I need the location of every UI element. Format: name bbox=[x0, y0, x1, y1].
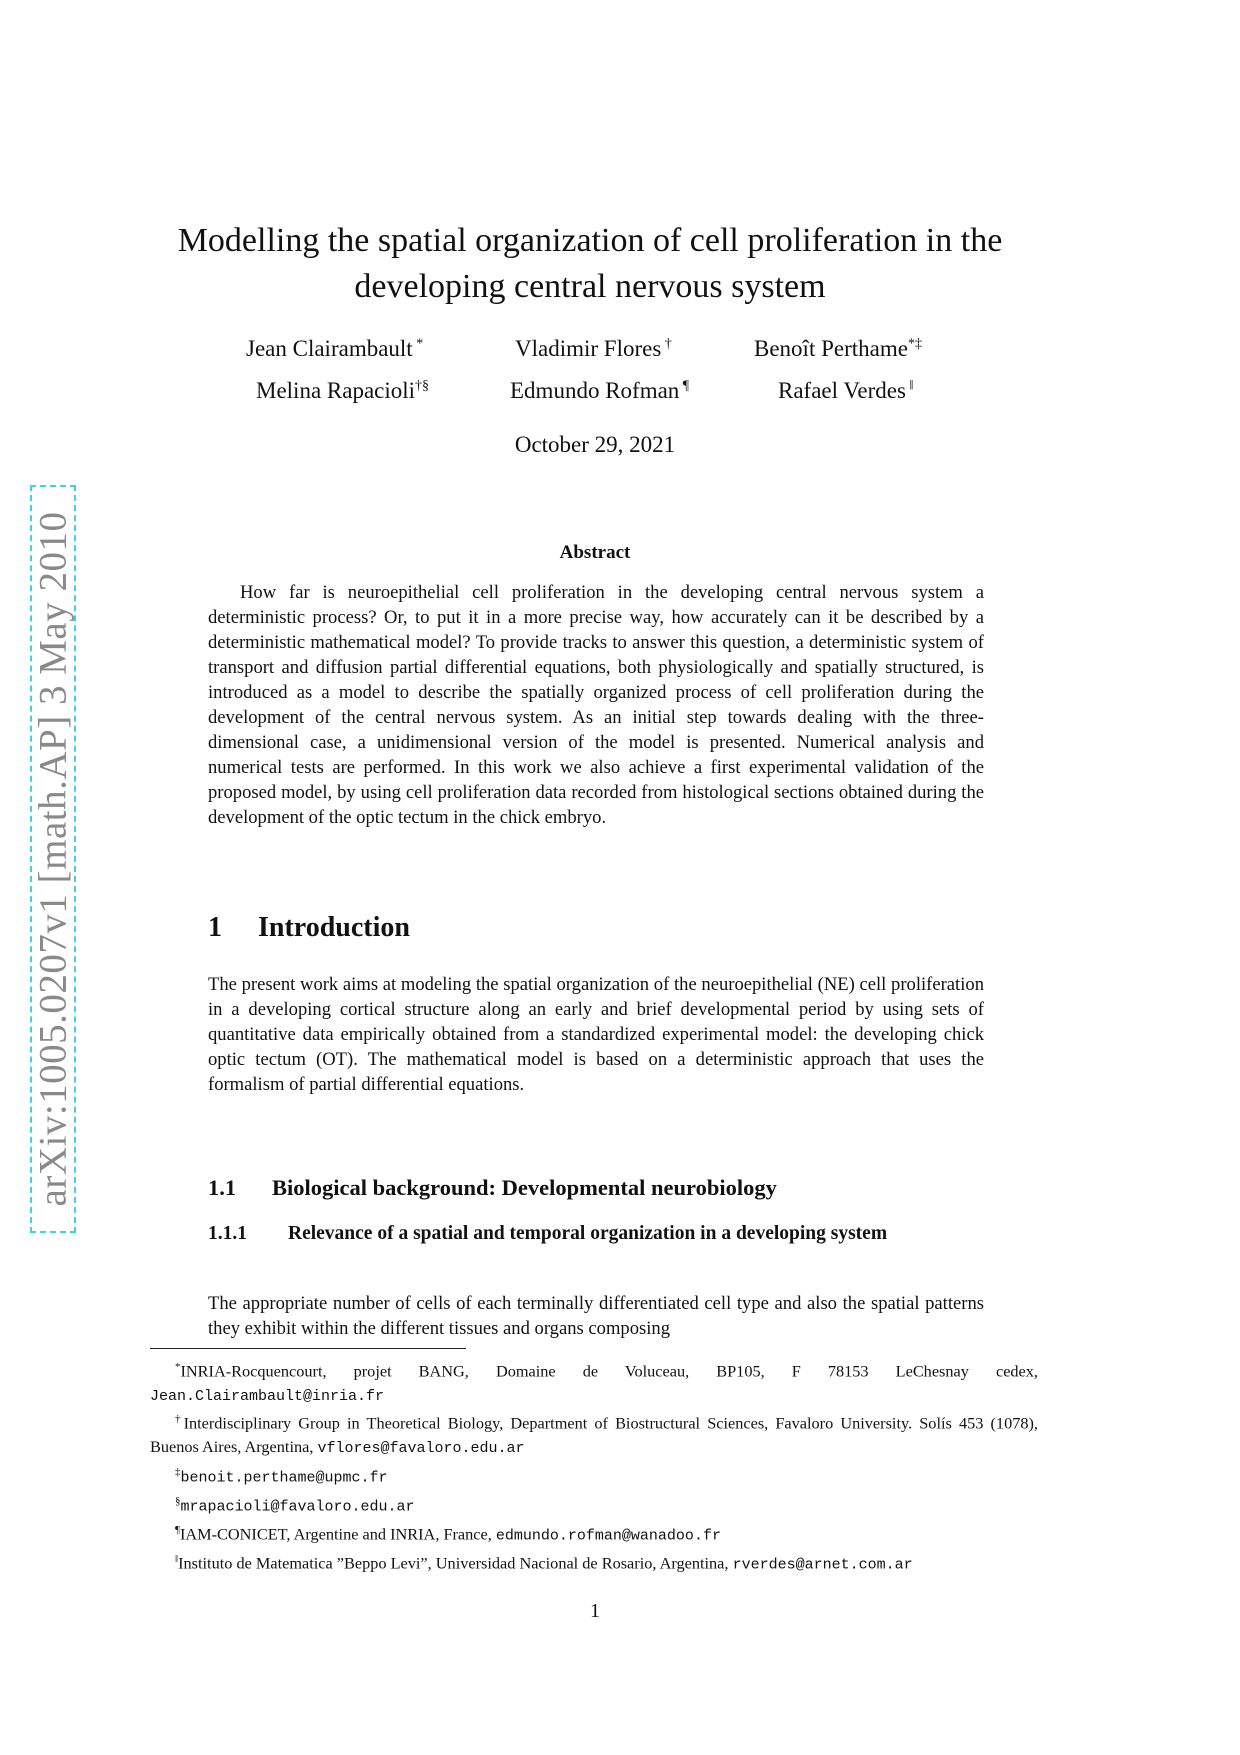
author bbox=[510, 378, 689, 404]
paper-title: Modelling the spatial organization of cell proliferation in the developing central nervous system bbox=[177, 222, 1003, 305]
section-heading bbox=[208, 912, 410, 944]
author-name: Vladimir Flores bbox=[515, 336, 662, 361]
author bbox=[778, 378, 913, 404]
author-name: Rafael Verdes bbox=[778, 378, 906, 403]
footnote-mark: ¶ bbox=[175, 1523, 180, 1536]
footnote-mark: ‖ bbox=[175, 1552, 179, 1565]
footnote bbox=[150, 1408, 1038, 1460]
author bbox=[515, 336, 672, 362]
author bbox=[256, 378, 429, 404]
footnote bbox=[150, 1356, 1038, 1408]
abstract-heading: Abstract bbox=[559, 542, 631, 563]
footnote-email[interactable]: vflores@favaloro.edu.ar bbox=[317, 1440, 525, 1458]
relevance-paragraph: The appropriate number of cells of each terminally differentiated cell type and also the spatial patterns they exhibit within the different tissues and organs composing bbox=[208, 1293, 984, 1339]
footnotes bbox=[150, 1356, 1038, 1577]
author-name: Benoît Perthame bbox=[754, 336, 908, 361]
subsubsection-title: Relevance of a spatial and temporal organization in a developing system bbox=[288, 1223, 888, 1244]
author-mark: ¶ bbox=[679, 378, 690, 394]
page-number: 1 bbox=[590, 1600, 600, 1622]
footnote-rule bbox=[150, 1348, 466, 1349]
arxiv-stamp bbox=[30, 485, 76, 1233]
author-mark: † bbox=[661, 336, 672, 352]
subsection-title: Biological background: Developmental neurobiology bbox=[272, 1175, 777, 1200]
arxiv-identifier: arXiv:1005.0207v1 [math.AP] 3 May 2010 bbox=[31, 511, 75, 1207]
footnote bbox=[150, 1461, 1038, 1490]
paper-date: October 29, 2021 bbox=[514, 432, 676, 457]
abstract-text: How far is neuroepithelial cell proliferation in the developing central nervous system a deterministic process? Or, to put it in a more precise way, how accurately can it be described by a deterministic mathematical model? To provide tracks to answer this question, a deterministic system of transport and diffusion partial differential equations, both physiologically and spatially structured, is introduced as a model to describe the spatially organized process of cell proliferation during the development of the central nervous system. As an initial step towards dealing with the three-dimensional case, a unidimensional version of the model is presented. Numerical analysis and numerical tests are performed. In this work we also achieve a first experimental validation of the proposed model, by using cell proliferation data recorded from histological sections obtained during the development of the optic tectum in the chick embryo. bbox=[208, 582, 984, 828]
footnote-text: Instituto de Matematica ”Beppo Levi”, Universidad Nacional de Rosario, Argentina, bbox=[178, 1553, 733, 1573]
footnote-mark: † bbox=[175, 1413, 184, 1426]
footnote-email[interactable]: Jean.Clairambault@inria.fr bbox=[150, 1387, 385, 1405]
author-mark: * bbox=[412, 336, 424, 352]
footnote-text: INRIA-Rocquencourt, projet BANG, Domaine de Voluceau, BP105, F 78153 LeChesnay cedex, bbox=[180, 1361, 1038, 1381]
subsubsection-number: 1.1.1 bbox=[208, 1223, 247, 1244]
footnote-email[interactable]: mrapacioli@favaloro.edu.ar bbox=[180, 1498, 415, 1516]
footnote-email[interactable]: benoit.perthame@upmc.fr bbox=[180, 1469, 388, 1487]
intro-paragraph: The present work aims at modeling the spatial organization of the neuroepithelial (NE) cell proliferation in a developing cortical structure along an early and brief developmental period by using sets of quantitative data empirically obtained from a standardized experimental model: the developing chick optic tectum (OT). The mathematical model is based on a deterministic approach that uses the formalism of partial differential equations. bbox=[208, 974, 984, 1095]
footnote-mark: * bbox=[175, 1361, 181, 1373]
author-name: Jean Clairambault bbox=[246, 336, 413, 361]
section-title: Introduction bbox=[258, 912, 410, 943]
footnote bbox=[150, 1519, 1038, 1548]
author bbox=[246, 336, 423, 362]
author-name: Melina Rapacioli bbox=[256, 378, 416, 403]
author-mark: *‡ bbox=[907, 336, 922, 352]
footnote-text: IAM-CONICET, Argentine and INRIA, France, bbox=[179, 1524, 496, 1544]
author-name: Edmundo Rofman bbox=[510, 378, 680, 403]
footnote-email[interactable]: edmundo.rofman@wanadoo.fr bbox=[495, 1527, 721, 1545]
footnote bbox=[150, 1548, 1038, 1577]
author-mark: ‖ bbox=[905, 378, 914, 394]
footnote-mark: § bbox=[175, 1494, 181, 1507]
footnote-mark: ‡ bbox=[175, 1465, 181, 1478]
subsection-number: 1.1 bbox=[208, 1175, 237, 1200]
subsection-heading bbox=[208, 1175, 777, 1201]
footnote-text: Interdisciplinary Group in Theoretical Biology, Department of Biostructural Sciences, Favaloro University. Solís 453 (1078), Buenos Aires, Argentina, bbox=[150, 1413, 1038, 1457]
author-mark: †§ bbox=[415, 378, 430, 394]
subsubsection-heading bbox=[208, 1220, 984, 1247]
footnote-email[interactable]: rverdes@arnet.com.ar bbox=[732, 1556, 913, 1574]
footnote bbox=[150, 1490, 1038, 1519]
author bbox=[754, 336, 922, 362]
section-number: 1 bbox=[208, 912, 222, 943]
